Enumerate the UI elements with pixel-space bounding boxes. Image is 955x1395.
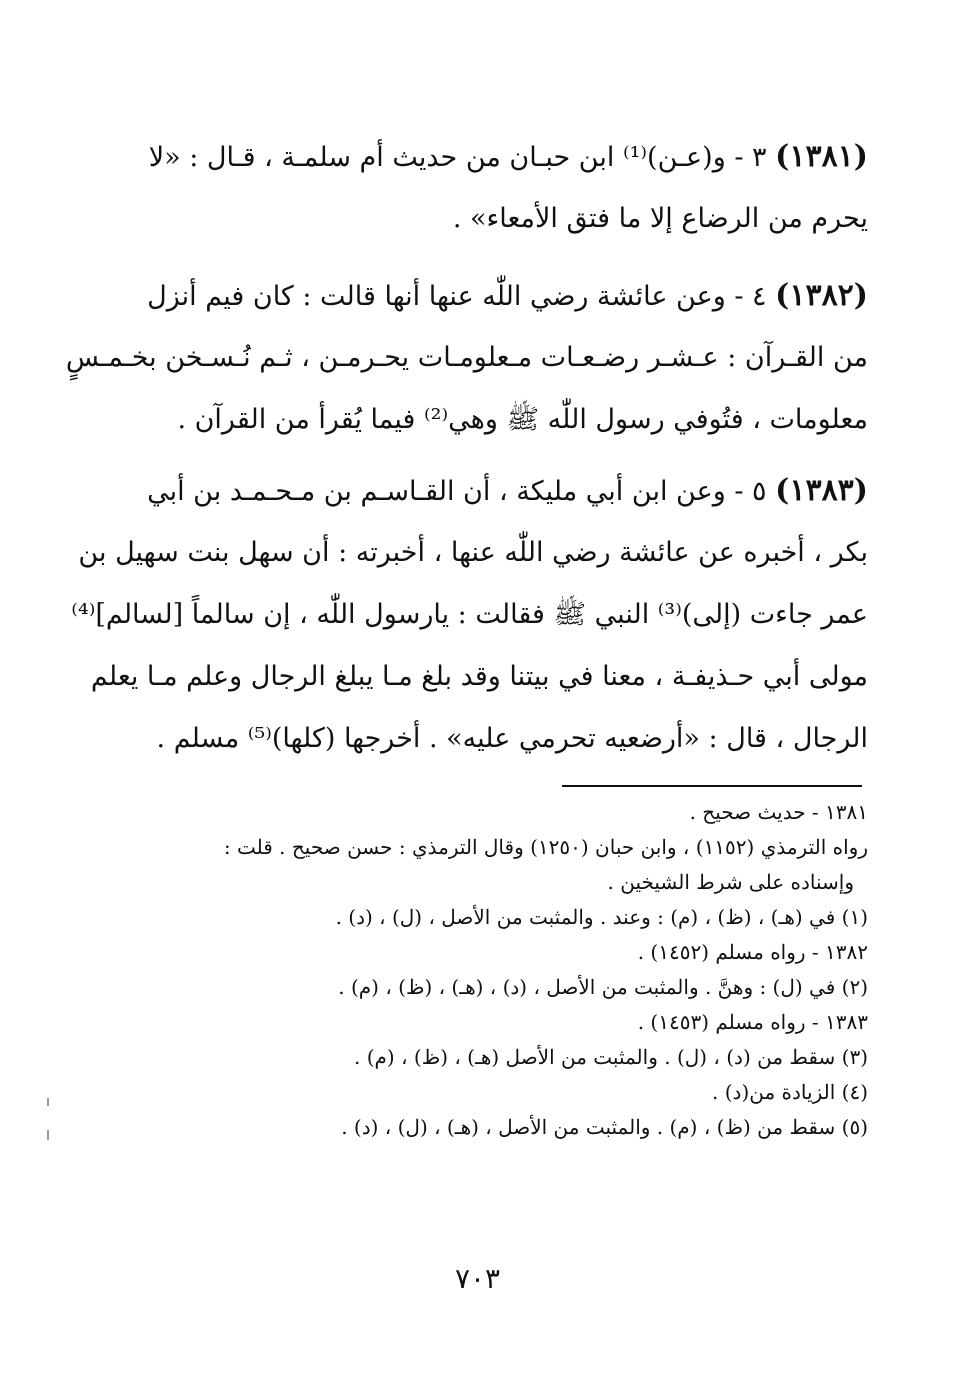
scan-mark xyxy=(47,1130,49,1140)
hadith-line: بكر ، أخبره عن عائشة رضي اللّٰه عنها ، أخبرته : أن سهل بنت سهيل بن xyxy=(78,537,868,568)
footnote: ١٣٨٣ - رواه مسلم (١٤٥٣) . xyxy=(637,1010,868,1034)
hadith-line: معلومات ، فتُوفي رسول اللّٰه ﷺ وهي⁽²⁾ فيما يُقرأ من القرآن . xyxy=(177,404,868,435)
footnote-divider xyxy=(562,785,862,787)
footnote: ١٣٨٢ - رواه مسلم (١٤٥٢) . xyxy=(637,940,868,964)
hadith-number: (١٣٨١) xyxy=(775,139,868,174)
scan-mark xyxy=(47,1098,49,1106)
footnote: (١) في (هـ) ، (ظ) ، (م) : وعند . والمثبت من الأصل ، (ل) ، (د) . xyxy=(335,905,868,929)
hadith-line: يحرم من الرضاع إلا ما فتق الأمعاء» . xyxy=(452,203,868,234)
hadith-line xyxy=(140,126,868,188)
page-number: ٧٠٣ xyxy=(454,1262,501,1295)
footnote: (٣) سقط من (د) ، (ل) . والمثبت من الأصل (هـ) ، (ظ) ، (م) . xyxy=(354,1045,868,1069)
hadith-number: (١٣٨٣) xyxy=(775,473,868,508)
hadith-line: الرجال ، قال : «أرضعيه تحرمي عليه» . أخرجها (كلها)⁽⁵⁾ مسلم . xyxy=(156,723,868,754)
hadith-line xyxy=(140,460,868,522)
footnote: ١٣٨١ - حديث صحيح . xyxy=(689,800,868,824)
hadith-1383 xyxy=(71,460,868,770)
hadith-text: ٥ - وعن ابن أبي مليكة ، أن القـاسـم بن مـحـمـد بن أبي xyxy=(147,476,767,507)
hadith-text: ٣ - و(عـن)⁽¹⁾ ابن حبـان من حديث أم سلمـة ، قـال : «لا xyxy=(148,142,767,173)
footnote: وإسناده على شرط الشيخين . xyxy=(607,870,854,894)
hadith-text: ٤ - وعن عائشة رضي اللّٰه عنها أنها قالت : كان فيم أنزل xyxy=(147,281,767,312)
hadith-line: مولى أبي حـذيفـة ، معنا في بيتنا وقد بلغ مـا يبلغ الرجال وعلم مـا يعلم xyxy=(90,661,868,692)
hadith-line xyxy=(140,265,868,327)
footnote: (٢) في (ل) : وهنَّ . والمثبت من الأصل ، (د) ، (هـ) ، (ظ) ، (م) . xyxy=(338,975,868,999)
hadith-line: من القـرآن : عـشـر رضـعـات مـعلومـات يحـرمـن ، ثـم نُـسـخن بخـمـسٍ xyxy=(65,342,868,373)
hadith-line: عمر جاءت (إلى)⁽³⁾ النبي ﷺ فقالت : يارسول اللّٰه ، إن سالماً [لسالم]⁽⁴⁾ xyxy=(71,599,868,630)
hadith-number: (١٣٨٢) xyxy=(775,278,868,313)
hadith-1382 xyxy=(65,265,868,451)
footnote: رواه الترمذي (١١٥٢) ، وابن حبان (١٢٥٠) وقال الترمذي : حسن صحيح . قلت : xyxy=(223,835,868,859)
hadith-1381 xyxy=(140,126,868,250)
footnotes xyxy=(140,795,868,1145)
footnote: (٥) سقط من (ظ) ، (م) . والمثبت من الأصل ، (هـ) ، (ل) ، (د) . xyxy=(341,1115,868,1139)
footnote: (٤) الزيادة من(د) . xyxy=(712,1080,868,1104)
